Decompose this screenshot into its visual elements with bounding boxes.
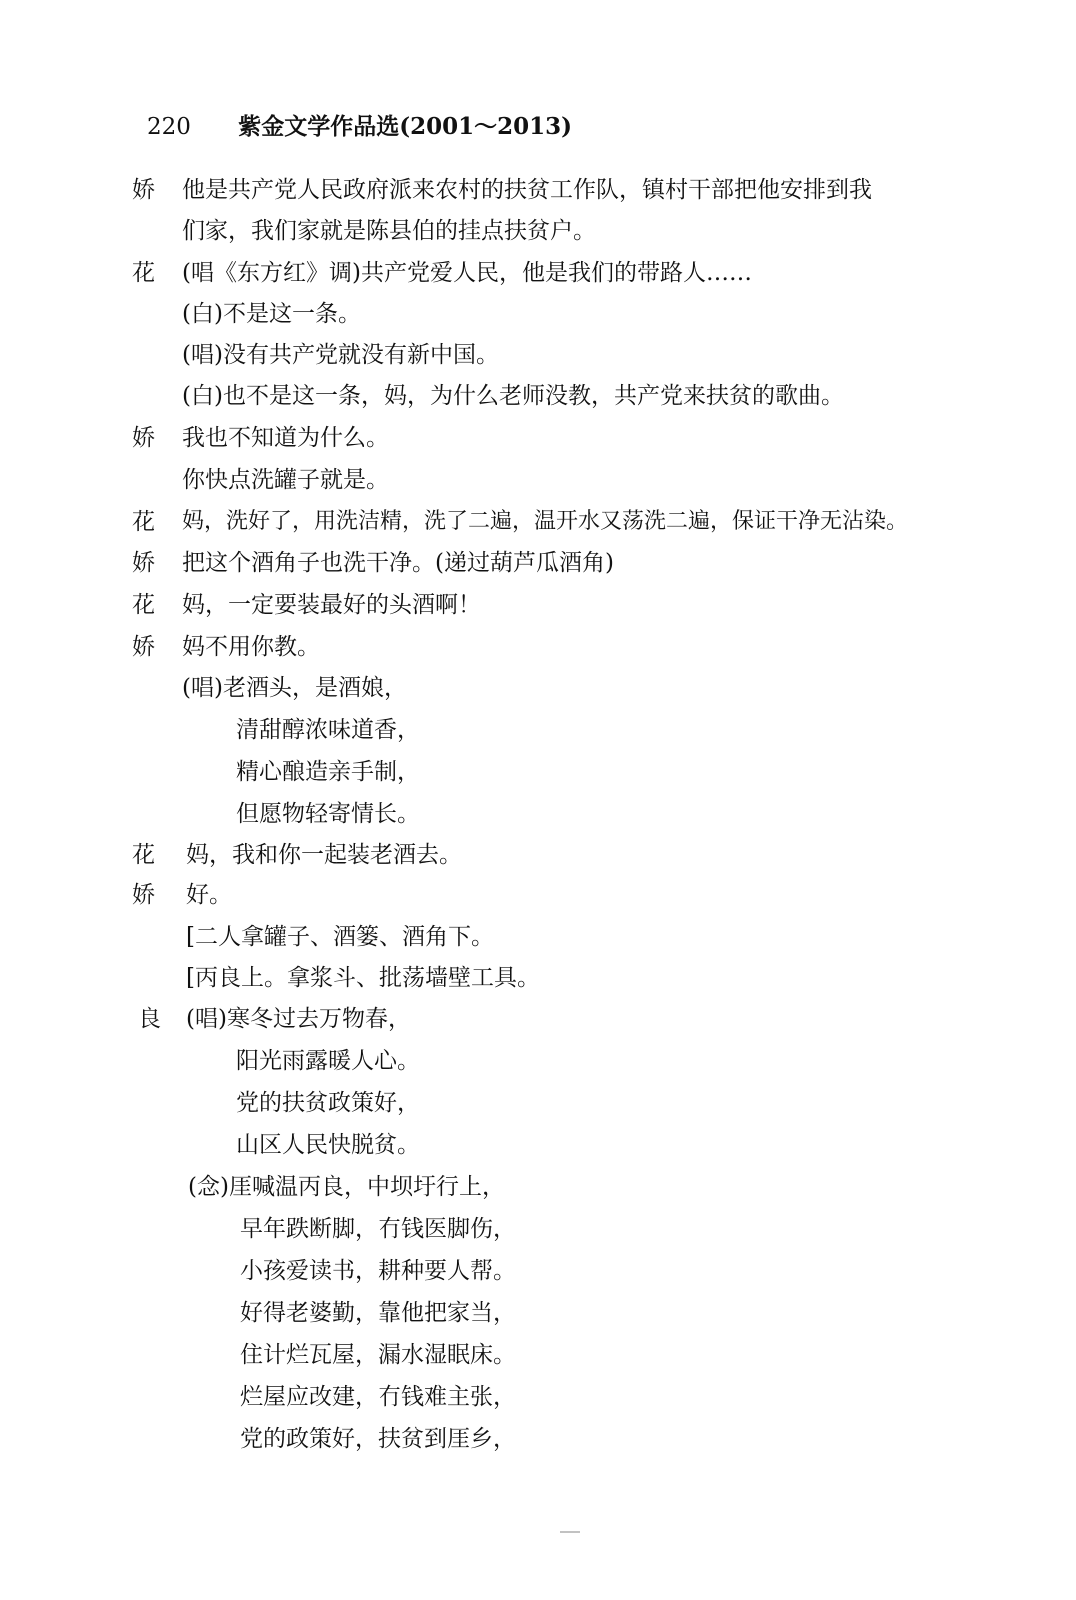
dialogue-line: 妈不用你教。 xyxy=(182,634,320,660)
stage-direction: [丙良上。拿浆斗、批荡墙壁工具。 xyxy=(186,965,540,991)
stage-direction: [二人拿罐子、酒篓、酒角下。 xyxy=(186,924,494,950)
speaker-label: 花 xyxy=(132,592,155,618)
verse-line: 小孩爱读书，耕种要人帮。 xyxy=(240,1258,516,1284)
speaker-label: 娇 xyxy=(132,634,155,660)
dialogue-line: 他是共产党人民政府派来农村的扶贫工作队，镇村干部把他安排到我 xyxy=(182,177,872,203)
verse-line: 烂屋应改建，冇钱难主张， xyxy=(240,1384,516,1410)
page-header xyxy=(147,108,572,141)
book-title: 紫金文学作品选(2001～2013) xyxy=(238,113,573,140)
speaker-label: 娇 xyxy=(132,882,155,908)
speaker-label: 花 xyxy=(132,842,155,868)
dialogue-line: (白)不是这一条。 xyxy=(182,301,361,327)
verse-line: (念)厓喊温丙良，中坝圩行上， xyxy=(188,1174,505,1200)
page-number: 220 xyxy=(147,114,191,140)
speaker-label: 良 xyxy=(138,1006,161,1032)
speaker-label: 娇 xyxy=(132,425,155,451)
dialogue-line: 把这个酒角子也洗干净。(递过葫芦瓜酒角) xyxy=(182,550,614,576)
dialogue-line: 好。 xyxy=(186,882,232,908)
speaker-label: 娇 xyxy=(132,177,155,203)
verse-line: 早年跌断脚，冇钱医脚伤， xyxy=(240,1216,516,1242)
dialogue-line: 我也不知道为什么。 xyxy=(182,425,389,451)
song-line: 但愿物轻寄情长。 xyxy=(236,801,420,827)
dialogue-line: (唱)没有共产党就没有新中国。 xyxy=(182,342,499,368)
song-line: 阳光雨露暖人心。 xyxy=(236,1048,420,1074)
dialogue-line: 你快点洗罐子就是。 xyxy=(182,467,389,493)
song-line: 山区人民快脱贫。 xyxy=(236,1132,420,1158)
song-line: 清甜醇浓味道香， xyxy=(236,717,420,743)
song-line: (唱)老酒头，是酒娘， xyxy=(182,675,407,701)
speaker-label: 花 xyxy=(132,260,155,286)
dialogue-line: (唱《东方红》调)共产党爱人民，他是我们的带路人…… xyxy=(182,260,752,286)
verse-line: 党的政策好，扶贫到厓乡， xyxy=(240,1426,516,1452)
dialogue-line: 妈，洗好了，用洗洁精，洗了二遍，温开水又荡洗二遍，保证干净无沾染。 xyxy=(182,509,909,534)
dialogue-line: (白)也不是这一条，妈，为什么老师没教，共产党来扶贫的歌曲。 xyxy=(182,383,844,409)
speaker-label: 娇 xyxy=(132,550,155,576)
speaker-label: 花 xyxy=(132,509,155,535)
song-line: 精心酿造亲手制， xyxy=(236,759,420,785)
dialogue-line: 妈，我和你一起装老酒去。 xyxy=(186,842,462,868)
dialogue-line: 们家，我们家就是陈县伯的挂点扶贫户。 xyxy=(182,218,596,244)
scan-mark xyxy=(560,1531,580,1533)
verse-line: 好得老婆勤，靠他把家当， xyxy=(240,1300,516,1326)
verse-line: 住计烂瓦屋，漏水湿眠床。 xyxy=(240,1342,516,1368)
song-line: (唱)寒冬过去万物春， xyxy=(186,1006,411,1032)
dialogue-line: 妈，一定要装最好的头酒啊！ xyxy=(182,592,481,618)
song-line: 党的扶贫政策好， xyxy=(236,1090,420,1116)
